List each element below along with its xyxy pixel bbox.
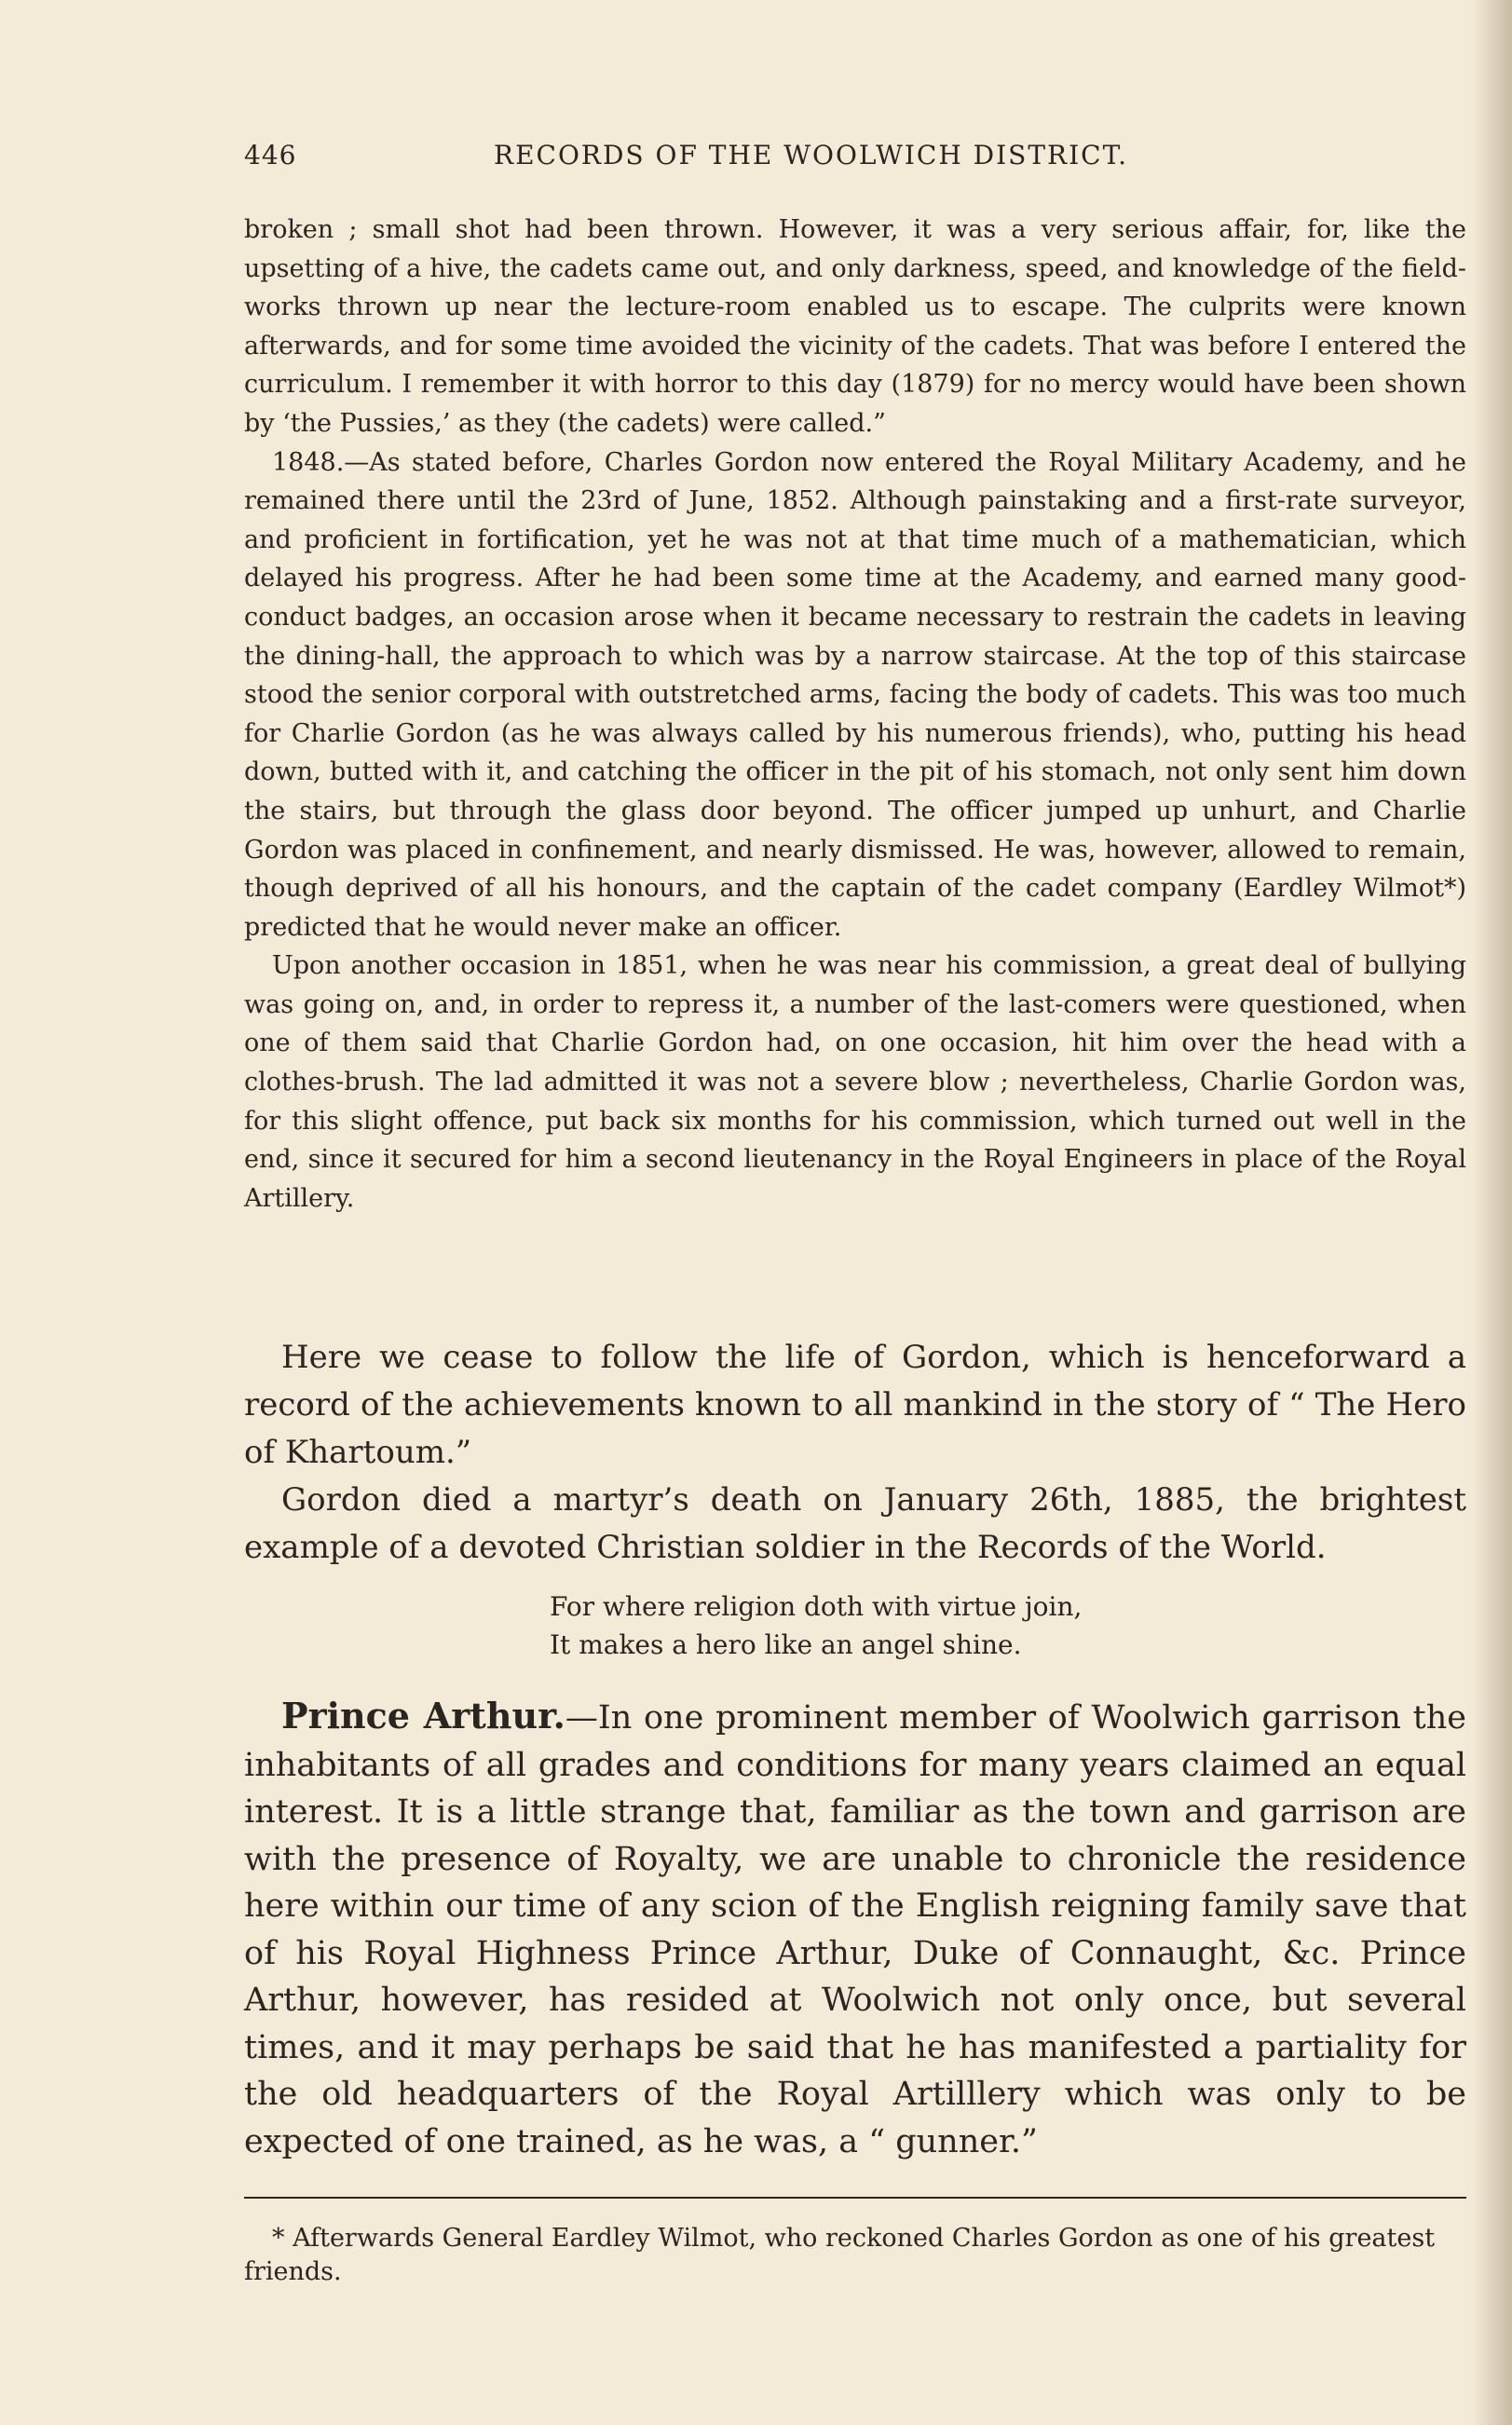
verse-line: For where religion doth with virtue join,: [550, 1591, 1083, 1622]
footnote-divider: [244, 2197, 1466, 2199]
prince-arthur-section: [244, 1693, 1466, 2165]
page-header: [244, 140, 1466, 177]
section-heading-prince-arthur: Prince Arthur.: [281, 1695, 565, 1737]
verse-quote: [550, 1587, 1082, 1664]
body-large-text: [244, 1334, 1466, 1572]
page-edge-shadow: [1473, 0, 1512, 2425]
footnote: * Afterwards General Eardley Wilmot, who reckoned Charles Gordon as one of his greatest friends.: [244, 2224, 1436, 2286]
paragraph-1848: 1848.—As stated before, Charles Gordon now entered the Royal Military Academy, and he remained there until the 23rd of June, 1852. Although painstaking and a first-rate surveyor, and proficient in fortification, yet he was not at that time much of a mathematician, which delayed his progress. After he had been some time at the Academy, and earned many good-conduct badges, an occasion arose when it became necessary to restrain the cadets in leaving the dining-hall, the approach to which was by a narrow staircase. At the top of this staircase stood the senior corporal with outstretched arms, facing the body of cadets. This was too much for Charlie Gordon (as he was always called by his numerous friends), who, putting his head down, butted with it, and catching the officer in the pit of his stomach, not only sent him down the stairs, but through the glass door beyond. The officer jumped up unhurt, and Charlie Gordon was placed in confinement, and nearly dismissed. He was, however, allowed to remain, though deprived of all his honours, and the captain of the cadet company (Eardley Wilmot*) predicted that he would never make an officer.: [244, 447, 1466, 942]
paragraph-gordon-died: Gordon died a martyr’s death on January 26th, 1885, the brightest example of a devoted Christian soldier in the Records of the World.: [244, 1481, 1466, 1566]
prince-arthur-text: —In one prominent member of Woolwich garrison the inhabitants of all grades and conditions for many years claimed an equal interest. It is a little strange that, familiar as the town and garrison are with the presence of Royalty, we are unable to chronicle the residence here within our time of any scion of the English reigning family save that of his Royal Highness Prince Arthur, Duke of Connaught, &c. Prince Arthur, however, has resided at Woolwich not only once, but several times, and it may perhaps be said that he has manifested a partiality for the old headquarters of the Royal Artilllery which was only to be expected of one trained, as he was, a “ gunner.”: [244, 1699, 1467, 2160]
paragraph-prince-arthur: [244, 1693, 1466, 2165]
verse-line: It makes a hero like an angel shine.: [550, 1629, 1022, 1660]
page-number: 446: [244, 140, 297, 170]
paragraph-1851: Upon another occasion in 1851, when he was near his commission, a great deal of bullying was going on, and, in order to repress it, a number of the last-comers were questioned, when one of them said that Charlie Gordon had, on one occasion, hit him over the head with a clothes-brush. The lad admitted it was not a severe blow ; nevertheless, Charlie Gordon was, for this slight offence, put back six months for his commission, which turned out well in the end, since it secured for him a second lieutenancy in the Royal Engineers in place of the Royal Artillery.: [244, 951, 1466, 1213]
paragraph-cease-to-follow: Here we cease to follow the life of Gordon, which is henceforward a record of the achievements known to all mankind in the story of “ The Hero of Khartoum.”: [244, 1339, 1466, 1471]
paragraph-cadets-escape: broken ; small shot had been thrown. However, it was a very serious affair, for, like the upsetting of a hive, the cadets came out, and only darkness, speed, and knowledge of the field-works thrown up near the lecture-room enabled us to escape. The culprits were known afterwards, and for some time avoided the vicinity of the cadets. That was before I entered the curriculum. I remember it with horror to this day (1879) for no mercy would have been shown by ‘the Pussies,’ as they (the cadets) were called.”: [244, 215, 1466, 438]
body-small-text: [244, 211, 1466, 1218]
running-head: RECORDS OF THE WOOLWICH DISTRICT.: [494, 140, 1129, 170]
